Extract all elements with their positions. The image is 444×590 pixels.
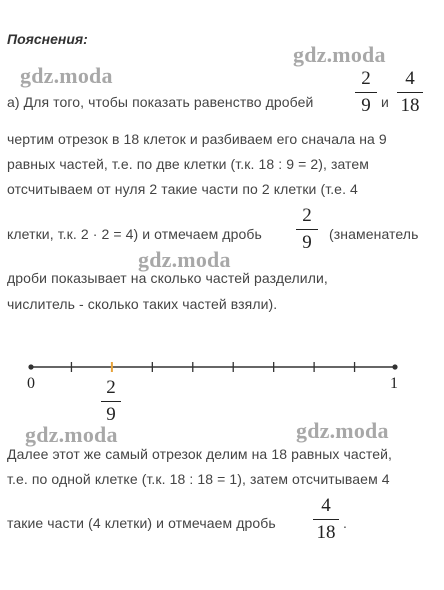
para-a-line-1: а) Для того, чтобы показать равенство дробей <box>7 94 314 110</box>
para-b-line-3-post: . <box>343 515 347 531</box>
para-a-line-6: дроби показывает на сколько частей разделили, <box>7 270 328 286</box>
fraction-2-9-inline <box>296 205 318 254</box>
watermark: gdz.moda <box>20 63 113 88</box>
para-b-line-2: т.е. по одной клетке (т.к. 18 : 18 = 1), затем отсчитываем 4 <box>7 471 390 487</box>
number-line-zero-label: 0 <box>27 375 35 392</box>
number-line-start-point <box>28 364 33 369</box>
para-a-line-3: равных частей, т.е. по две клетки (т.к. 18 : 9 = 2), затем <box>7 156 370 172</box>
fraction-numerator: 2 <box>361 68 371 89</box>
para-b-line-1: Далее этот же самый отрезок делим на 18 равных частей, <box>7 446 392 462</box>
fraction-bar <box>313 519 339 520</box>
fraction-denominator: 18 <box>400 95 420 116</box>
number-line <box>0 355 444 385</box>
number-line-end-point <box>392 364 397 369</box>
fraction-bar <box>397 92 423 93</box>
fraction-bar <box>355 92 377 93</box>
fraction-4-18 <box>397 68 423 117</box>
para-b-line-3: такие части (4 клетки) и отмечаем дробь <box>7 515 276 531</box>
para-a-line-2: чертим отрезок в 18 клеток и разбиваем его сначала на 9 <box>7 131 387 147</box>
fraction-2-9 <box>355 68 377 117</box>
para-a-line-7: числитель - сколько таких частей взяли). <box>7 296 278 312</box>
fraction-4-18-inline <box>313 495 339 544</box>
fraction-bar <box>296 229 318 230</box>
fraction-numerator: 2 <box>106 377 116 398</box>
fraction-numerator: 4 <box>405 68 415 89</box>
fraction-denominator: 9 <box>361 95 371 116</box>
and-word: и <box>381 94 389 110</box>
para-a-line-5-post: (знаменатель <box>329 226 419 242</box>
watermark: gdz.moda <box>296 418 389 443</box>
heading: Пояснения: <box>7 31 88 47</box>
watermark: gdz.moda <box>138 247 231 272</box>
watermark: gdz.moda <box>25 422 118 447</box>
fraction-bar <box>101 401 121 402</box>
fraction-denominator: 9 <box>302 232 312 253</box>
fraction-denominator: 9 <box>106 404 116 425</box>
para-a-line-5: клетки, т.к. 2 · 2 = 4) и отмечаем дробь <box>7 226 262 242</box>
fraction-denominator: 18 <box>316 522 336 543</box>
number-line-one-label: 1 <box>390 375 398 392</box>
watermark: gdz.moda <box>293 42 386 67</box>
para-a-line-4: отсчитываем от нуля 2 такие части по 2 клетки (т.е. 4 <box>7 181 358 197</box>
fraction-numerator: 4 <box>321 495 331 516</box>
fraction-numerator: 2 <box>302 205 312 226</box>
number-line-fraction-label <box>101 377 121 426</box>
